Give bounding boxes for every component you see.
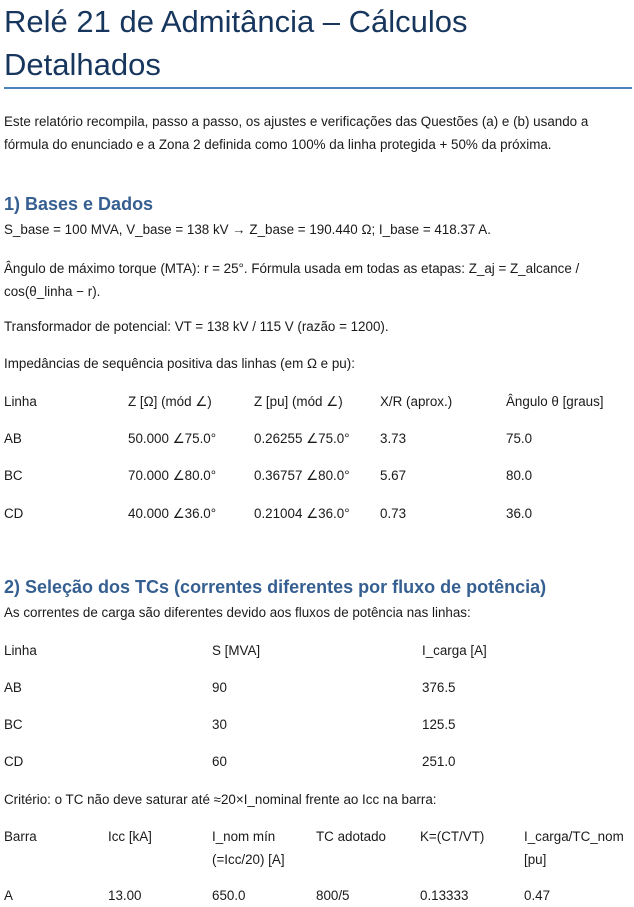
table-cell: 5.67 — [380, 468, 407, 483]
table-cell: 650.0 — [212, 888, 246, 903]
table-cell: AB — [4, 680, 22, 695]
title-underline — [4, 87, 632, 89]
table-cell: 40.000 ∠36.0° — [128, 506, 217, 521]
header-linha: Linha — [4, 394, 37, 409]
table-cell: 13.00 — [108, 888, 142, 903]
table-cell: CD — [4, 754, 24, 769]
header-i-carga: I_carga [A] — [422, 643, 487, 658]
table-cell: A — [4, 888, 13, 903]
load-currents-line: As correntes de carga são diferentes devido aos fluxos de potência nas linhas: — [4, 605, 471, 620]
table-cell: 0.47 — [524, 888, 551, 903]
table-cell: CD — [4, 506, 24, 521]
section-1-heading: 1) Bases e Dados — [4, 194, 154, 214]
header-tc-adotado: TC adotado — [316, 829, 386, 844]
table-cell: 0.73 — [380, 506, 407, 521]
header-z-ohm: Z [Ω] (mód ∠) — [128, 394, 212, 409]
header-z-pu: Z [pu] (mód ∠) — [254, 394, 343, 409]
table-cell: 0.36757 ∠80.0° — [254, 468, 350, 483]
header-barra: Barra — [4, 829, 37, 844]
table-cell: AB — [4, 431, 22, 446]
table-cell: 376.5 — [422, 680, 456, 695]
table-cell: 80.0 — [506, 468, 533, 483]
table-cell: 60 — [212, 754, 227, 769]
header-icc: Icc [kA] — [108, 829, 152, 844]
table-cell: BC — [4, 717, 23, 732]
intro-paragraph: Este relatório recompila, passo a passo, os ajustes e verificações das Questões (a) e (b) usando a fórmula do enunciado e a Zona 2 definida como 100% da linha protegida + 50% da próxima. — [4, 114, 589, 152]
header-linha: Linha — [4, 643, 37, 658]
table-cell: 251.0 — [422, 754, 456, 769]
table-cell: 0.26255 ∠75.0° — [254, 431, 350, 446]
header-k: K=(CT/VT) — [420, 829, 485, 844]
section-2-heading: 2) Seleção dos TCs (correntes diferentes por fluxo de potência) — [4, 577, 547, 597]
document-title: Relé 21 de Admitância – Cálculos Detalhados — [4, 4, 468, 82]
header-i-nom-min: I_nom mín (=Icc/20) [A] — [212, 829, 285, 867]
table-cell: 50.000 ∠75.0° — [128, 431, 217, 446]
bases-line: S_base = 100 MVA, V_base = 138 kV → Z_base = 190.440 Ω; I_base = 418.37 A. — [4, 222, 491, 237]
table-cell: 125.5 — [422, 717, 456, 732]
table-cell: 800/5 — [316, 888, 350, 903]
table-cell: BC — [4, 468, 23, 483]
table-cell: 36.0 — [506, 506, 533, 521]
table-cell: 0.21004 ∠36.0° — [254, 506, 350, 521]
criterion-line: Critério: o TC não deve saturar até ≈20×I_nominal frente ao Icc na barra: — [4, 792, 437, 807]
header-i-carga-tc: I_carga/TC_nom [pu] — [524, 829, 624, 867]
impedance-intro: Impedâncias de sequência positiva das linhas (em Ω e pu): — [4, 356, 355, 371]
header-angle: Ângulo θ [graus] — [506, 394, 604, 409]
mta-line: Ângulo de máximo torque (MTA): r = 25°. Fórmula usada em todas as etapas: Z_aj = Z_alcance / cos(θ_linha − r). — [4, 261, 580, 299]
table-cell: 3.73 — [380, 431, 407, 446]
table-cell: 90 — [212, 680, 227, 695]
table-cell: 30 — [212, 717, 227, 732]
table-cell: 75.0 — [506, 431, 533, 446]
vt-line: Transformador de potencial: VT = 138 kV / 115 V (razão = 1200). — [4, 319, 389, 334]
header-xr: X/R (aprox.) — [380, 394, 453, 409]
table-cell: 0.13333 — [420, 888, 469, 903]
table-cell: 70.000 ∠80.0° — [128, 468, 217, 483]
header-s-mva: S [MVA] — [212, 643, 261, 658]
